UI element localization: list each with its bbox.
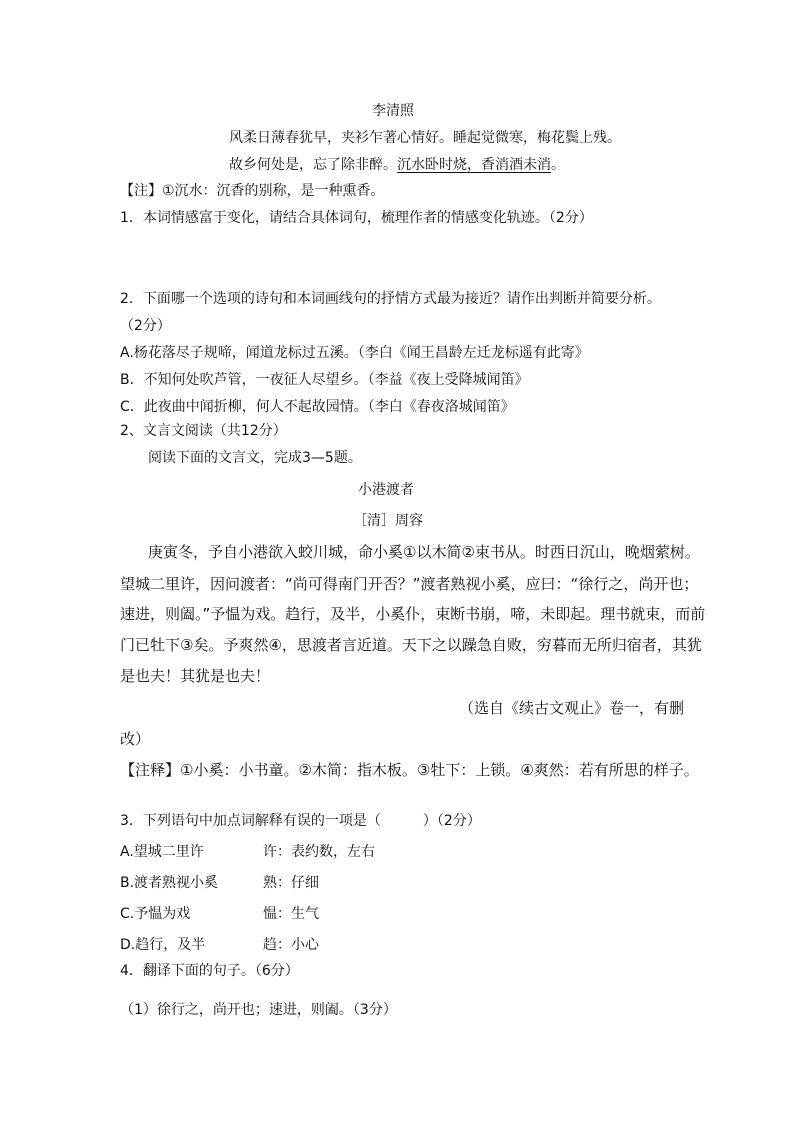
passage-line-4: 门已牡下③矣。予爽然④，思渡者言近道。天下之以躁急自败，穷暮而无所归宿者，其犹: [120, 636, 702, 654]
q3-option-d: [120, 935, 319, 955]
q3-option-a-sentence: A.望城二里许: [120, 844, 204, 860]
poem-line-2: [229, 155, 565, 175]
passage-line-3: 速进，则阖。”予愠为戏。趋行，及半，小奚仆，束断书崩，啼，未即起。理书就束，而前: [120, 605, 706, 623]
question-4: 4．翻译下面的句子。（6分）: [120, 963, 299, 979]
q3-option-b-sentence: B.渡者熟视小奚: [120, 875, 219, 891]
q3-option-a: [120, 842, 375, 862]
passage-title: 小港渡者: [358, 482, 414, 498]
poem-line-2-end: 。: [551, 157, 565, 173]
q3-option-c: [120, 904, 319, 924]
passage-line-2: 望城二里许，因问渡者：“尚可得南门开否？”渡者熟视小奚，应曰：“徐行之，尚开也；: [120, 575, 699, 593]
q3-option-c-sentence: C.予愠为戏: [120, 906, 191, 922]
q3-option-d-sentence: D.趋行，及半: [120, 937, 206, 953]
passage-source-cont: 改）: [120, 730, 151, 748]
passage-line-1: 庚寅冬，予自小港欲入蛟川城，命小奚①以木简②束书从。时西日沉山，晚烟萦树。: [148, 543, 700, 561]
poem-line-2-plain: 故乡何处是，忘了除非醉。: [229, 157, 397, 173]
poem-line-1: 风柔日薄春犹早，夹衫乍著心情好。睡起觉微寒，梅花鬓上残。: [229, 130, 621, 146]
question-2: 2．下面哪一个选项的诗句和本词画线句的抒情方式最为接近？请作出判断并简要分析。: [120, 291, 661, 307]
q3-option-b-gloss: 熟：仔细: [263, 875, 319, 891]
q3-option-d-gloss: 趋：小心: [263, 937, 319, 953]
q2-option-b: B．不知何处吹芦管，一夜征人尽望乡。（李益《夜上受降城闻笛》: [120, 372, 529, 388]
passage-source: （选自《续古文观止》卷一，有删: [459, 699, 685, 717]
question-2-score: （2分）: [120, 318, 171, 334]
passage-notes: 【注释】①小奚：小书童。②木简：指木板。③牡下：上锁。④爽然：若有所思的样子。: [120, 761, 699, 779]
q3-option-b: [120, 873, 319, 893]
question-3: 3．下列语句中加点词解释有误的一项是（ ）（2分）: [120, 813, 481, 829]
q3-option-c-gloss: 愠：生气: [263, 906, 319, 922]
question-1: 1．本词情感富于变化，请结合具体词句，梳理作者的情感变化轨迹。（2分）: [120, 210, 593, 226]
poem-underlined-lines: 沉水卧时烧，香消酒未消: [397, 157, 551, 173]
q2-option-c: C．此夜曲中闻折柳，何人不起故园情。（李白《春夜洛城闻笛》: [120, 399, 515, 415]
section-intro: 阅读下面的文言文，完成3—5题。: [148, 450, 362, 466]
question-4-part-1: （1）徐行之，尚开也；速进，则阖。（3分）: [120, 1002, 397, 1018]
section-heading: 2、文言文阅读（共12分）: [120, 423, 287, 439]
poem-author: 李清照: [372, 103, 414, 119]
passage-line-5: 是也夫！其犹是也夫！: [120, 667, 271, 685]
poem-note: 【注】①沉水：沉香的别称，是一种熏香。: [120, 183, 385, 199]
q2-option-a: A.杨花落尽子规啼，闻道龙标过五溪。（李白《闻王昌龄左迁龙标遥有此寄》: [120, 345, 589, 361]
passage-author: ［清］周容: [353, 513, 423, 529]
q3-option-a-gloss: 许：表约数，左右: [263, 844, 375, 860]
